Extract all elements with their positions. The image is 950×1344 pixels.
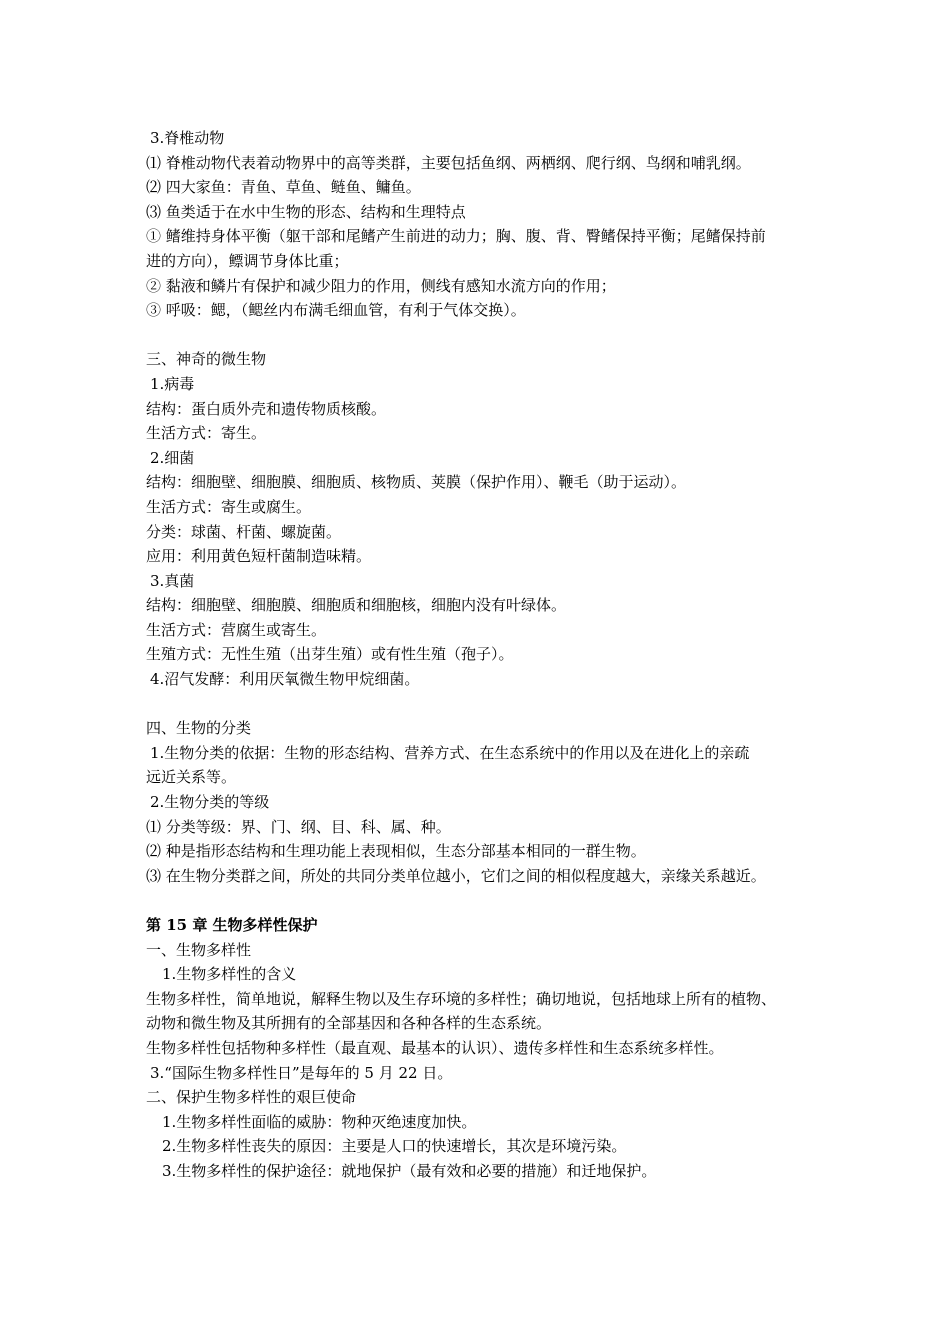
text-line: 进的方向），鳔调节身体比重； — [146, 251, 349, 270]
text-line: ⑵ 四大家鱼：青鱼、草鱼、鲢鱼、鳙鱼。 — [146, 178, 421, 197]
text-line: 4.沼气发酵：利用厌氧微生物甲烷细菌。 — [150, 670, 420, 689]
text-line: 生殖方式：无性生殖（出芽生殖）或有性生殖（孢子）。 — [146, 645, 514, 664]
text-line: ③ 呼吸：鳃，（鳃丝内布满毛细血管，有利于气体交换）。 — [146, 301, 526, 320]
text-line: 三、神奇的微生物 — [146, 350, 267, 369]
text-line: 2.生物分类的等级 — [150, 793, 270, 812]
text-line: ② 黏液和鳞片有保护和减少阻力的作用，侧线有感知水流方向的作用； — [146, 276, 616, 295]
text-line: ⑴ 分类等级：界、门、纲、目、科、属、种。 — [146, 817, 451, 836]
text-line: 结构：细胞壁、细胞膜、细胞质和细胞核，细胞内没有叶绿体。 — [146, 596, 567, 615]
text-line: 生活方式：寄生或腐生。 — [146, 497, 312, 516]
text-line: ⑶ 在生物分类群之间，所处的共同分类单位越小，它们之间的相似程度越大，亲缘关系越近。 — [146, 866, 766, 885]
text-line: 1.生物多样性面临的威胁：物种灭绝速度加快。 — [162, 1112, 477, 1131]
blank-line — [146, 888, 816, 913]
text-line: 应用：利用黄色短杆菌制造味精。 — [146, 547, 372, 566]
blank-line — [146, 692, 816, 717]
text-line: 2.细菌 — [150, 448, 195, 467]
text-line: 四、生物的分类 — [146, 719, 252, 738]
text-line: 一、生物多样性 — [146, 940, 252, 959]
text-line: ⑴ 脊椎动物代表着动物界中的高等类群，主要包括鱼纲、两栖纲、爬行纲、鸟纲和哺乳纲。 — [146, 153, 751, 172]
text-line: 结构：蛋白质外壳和遗传物质核酸。 — [146, 399, 387, 418]
text-line: 生活方式：寄生。 — [146, 424, 267, 443]
text-line: 3.真菌 — [150, 571, 195, 590]
chapter-heading: 第 15 章 生物多样性保护 — [146, 916, 318, 934]
text-line: 1.病毒 — [150, 374, 195, 393]
text-line: ⑶ 鱼类适于在水中生物的形态、结构和生理特点 — [146, 202, 466, 221]
text-line: ⑵ 种是指形态结构和生理功能上表现相似，生态分部基本相同的一群生物。 — [146, 842, 646, 861]
text-line: 结构：细胞壁、细胞膜、细胞质、核物质、荚膜（保护作用）、鞭毛（助于运动）。 — [146, 473, 687, 492]
text-line: 3.生物多样性的保护途径：就地保护（最有效和必要的措施）和迁地保护。 — [162, 1161, 657, 1180]
text-line: 生物多样性，简单地说，解释生物以及生存环境的多样性；确切地说，包括地球上所有的植物、 — [146, 989, 777, 1008]
text-line: 1.生物多样性的含义 — [162, 965, 297, 984]
text-line: 分类：球菌、杆菌、螺旋菌。 — [146, 522, 342, 541]
text-line: 3.“国际生物多样性日”是每年的 5 月 22 日。 — [150, 1063, 453, 1082]
document-body — [146, 126, 816, 1184]
text-line: 1.生物分类的依据：生物的形态结构、营养方式、在生态系统中的作用以及在进化上的亲疏 — [150, 743, 750, 762]
text-line: 动物和微生物及其所拥有的全部基因和各种各样的生态系统。 — [146, 1014, 552, 1033]
text-line: 生物多样性包括物种多样性（最直观、最基本的认识）、遗传多样性和生态系统多样性。 — [146, 1038, 724, 1057]
text-line: 二、保护生物多样性的艰巨使命 — [146, 1088, 357, 1107]
blank-line — [146, 323, 816, 348]
text-line: 生活方式：营腐生或寄生。 — [146, 620, 327, 639]
text-line: 3.脊椎动物 — [150, 129, 225, 147]
text-line: ① 鳍维持身体平衡（躯干部和尾鳍产生前进的动力；胸、腹、背、臀鳍保持平衡；尾鳍保持前 — [146, 227, 766, 246]
text-line: 2.生物多样性丧失的原因：主要是人口的快速增长，其次是环境污染。 — [162, 1137, 627, 1156]
text-line: 远近关系等。 — [146, 768, 237, 787]
